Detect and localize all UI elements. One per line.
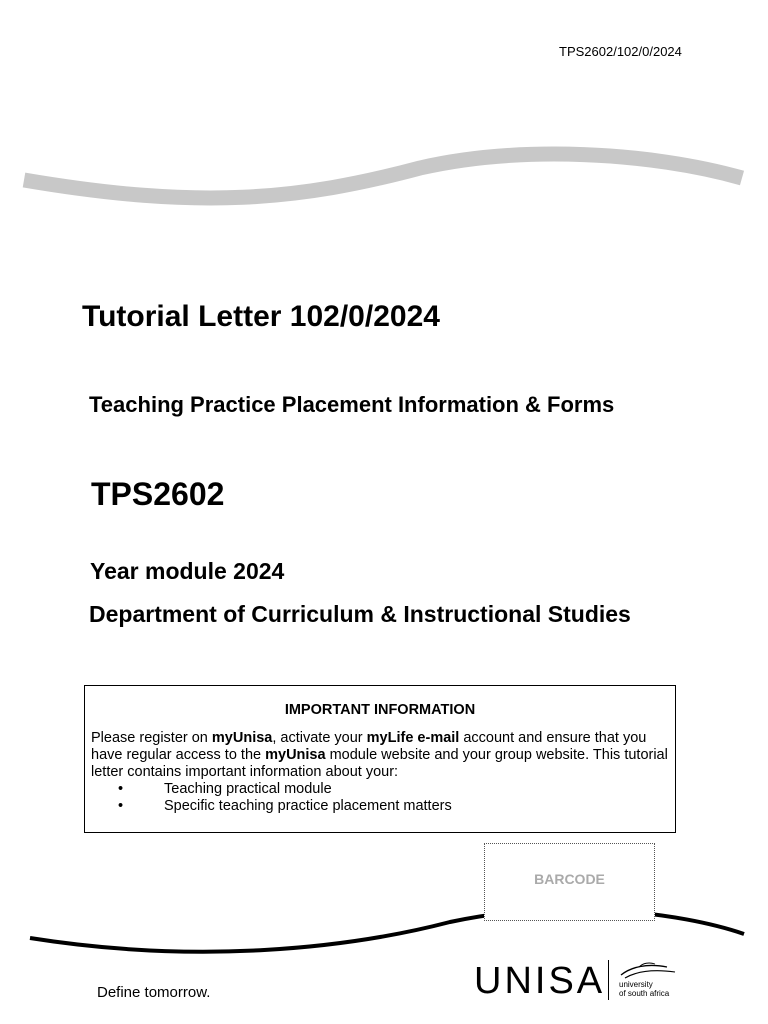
document-reference: TPS2602/102/0/2024 <box>559 44 682 59</box>
info-heading: IMPORTANT INFORMATION <box>284 702 476 718</box>
letter-subtitle: Teaching Practice Placement Information & Forms <box>89 392 615 417</box>
important-information-box <box>84 685 676 833</box>
year-module: Year module 2024 <box>90 558 285 584</box>
list-item: • Teaching practical module <box>91 781 669 798</box>
logo-subtext: university of south africa <box>619 980 670 998</box>
list-item: • Specific teaching practice placement matters <box>91 798 669 815</box>
module-code: TPS2602 <box>91 476 225 512</box>
tutorial-letter-title: Tutorial Letter 102/0/2024 <box>82 300 440 333</box>
barcode-placeholder: BARCODE <box>484 843 655 921</box>
info-bullet-list <box>91 781 669 815</box>
tagline: Define tomorrow. <box>97 984 211 1001</box>
logo-wordmark: UNISA <box>474 960 606 1002</box>
department-name: Department of Curriculum & Instructional Studies <box>89 601 631 627</box>
decorative-grey-wave <box>0 140 768 220</box>
info-paragraph: Please register on myUnisa, activate your myLife e-mail account and ensure that you have regular access to the myUnisa module website and your group website. This tutorial letter contains important information about your: <box>91 730 668 780</box>
